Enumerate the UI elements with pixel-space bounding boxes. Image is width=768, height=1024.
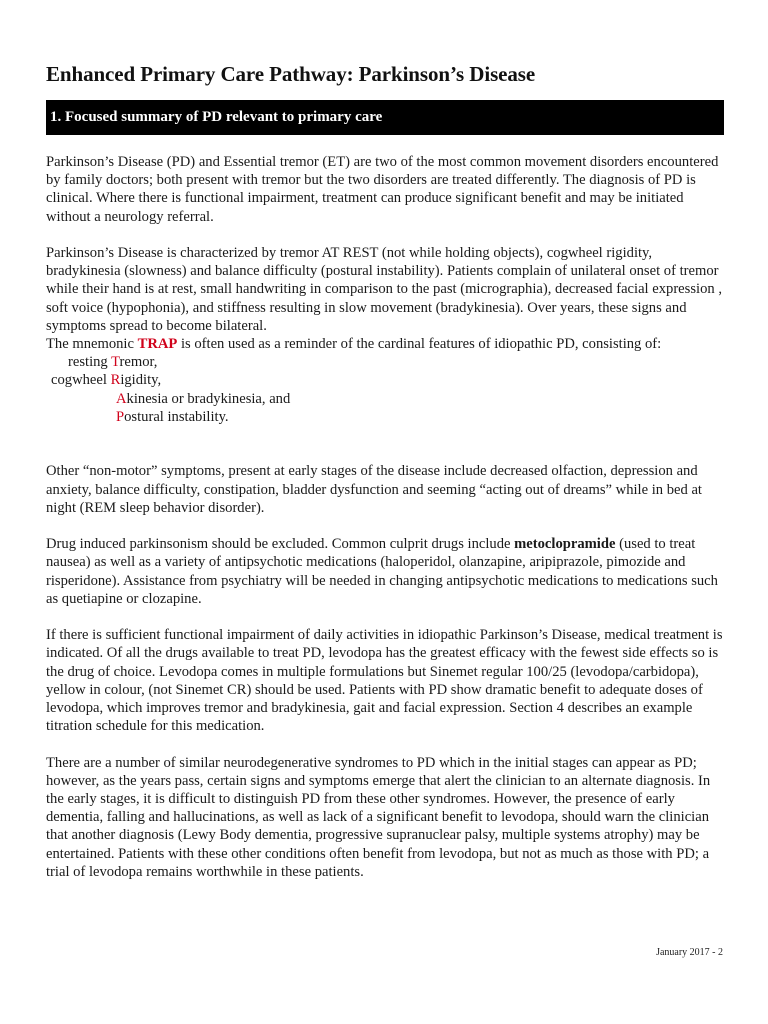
mnemonic-item-rigidity: cogwheel Rigidity, [51, 372, 162, 389]
paragraph-treatment: If there is sufficient functional impairment of daily activities in idiopathic Parkinson’s Disease, medical treatment is indicated. Of all the drugs available to treat PD, levodopa has the greatest efficacy with the fewest side effects so is the drug of choice. Levodopa comes in multiple formulations but Sinemet regular 100/25 (levodopa/carbidopa), yellow in colour, (not Sinemet CR) should be used. Patients with PD show dramatic benefit to adequate doses of levodopa, which improves tremor and bradykinesia, gait and facial expression. Section 4 describes an example titration schedule for this medication. [46, 627, 723, 735]
mnemonic-item-tremor: resting Tremor, [68, 354, 158, 371]
paragraph-characteristics [46, 244, 724, 426]
mnemonic-word: TRAP [137, 336, 178, 353]
mnemonic-line: The mnemonic TRAP is often used as a reminder of the cardinal features of idiopathic PD, consisting of: [46, 336, 662, 353]
paragraph-intro: Parkinson’s Disease (PD) and Essential tremor (ET) are two of the most common movement disorders encountered by family doctors; both present with tremor but the two disorders are treated differently. The diagnosis of PD is clinical. Where there is functional impairment, treatment can produce significant benefit and may be initiated without a neurology referral. [46, 154, 719, 225]
characteristics-text: Parkinson’s Disease is characterized by tremor AT REST (not while holding objects), cogwheel rigidity, bradykinesia (slowness) and balance difficulty (postural instability). Patients complain of unilateral onset of tremor while their hand is at rest, small handwriting in comparison to the past (micrographia), decreased facial expression , soft voice (hypophonia), and stiffness resulting in slow movement (bradykinesia). Over years, these signs and symptoms spread to become bilateral. [46, 245, 722, 334]
paragraph-differential: There are a number of similar neurodegenerative syndromes to PD which in the initial stages can appear as PD; however, as the years pass, certain signs and symptoms emerge that alert the clinician to an alternate diagnosis. In the early stages, it is difficult to distinguish PD from these other syndromes. However, the presence of early dementia, falling and hallucinations, as well as lack of a significant benefit to levodopa, should warn the clinician that another diagnosis (Lewy Body dementia, progressive supranuclear palsy, multiple systems atrophy) may be entertained. Patients with these other conditions often benefit from levodopa, but not as much as those with PD; a trial of levodopa remains worthwhile in these patients. [46, 754, 711, 880]
paragraph-non-motor: Other “non-motor” symptoms, present at early stages of the disease include decreased olfaction, depression and anxiety, balance difficulty, constipation, bladder dysfunction and seeming “acting out of dreams” while in bed at night (REM sleep behavior disorder). [46, 463, 702, 516]
page-title: Enhanced Primary Care Pathway: Parkinson’s Disease [46, 62, 536, 86]
paragraph-drug-induced: Drug induced parkinsonism should be excluded. Common culprit drugs include metoclopramide (used to treat nausea) as well as a variety of antipsychotic medications (haloperidol, olanzapine, aripiprazole, pimozide and risperidone). Assistance from psychiatry will be needed in changing antipsychotic medications to medications such as quetiapine or clozapine. [46, 536, 718, 607]
drug-metoclopramide: metoclopramide [514, 536, 616, 553]
page-footer: January 2017 - 2 [656, 947, 723, 958]
mnemonic-item-postural: Postural instability. [116, 408, 229, 425]
spacer [46, 444, 724, 462]
section-heading-bar: 1. Focused summary of PD relevant to primary care [46, 100, 724, 135]
mnemonic-item-akinesia: Akinesia or bradykinesia, and [116, 390, 291, 407]
document-body [46, 153, 724, 899]
